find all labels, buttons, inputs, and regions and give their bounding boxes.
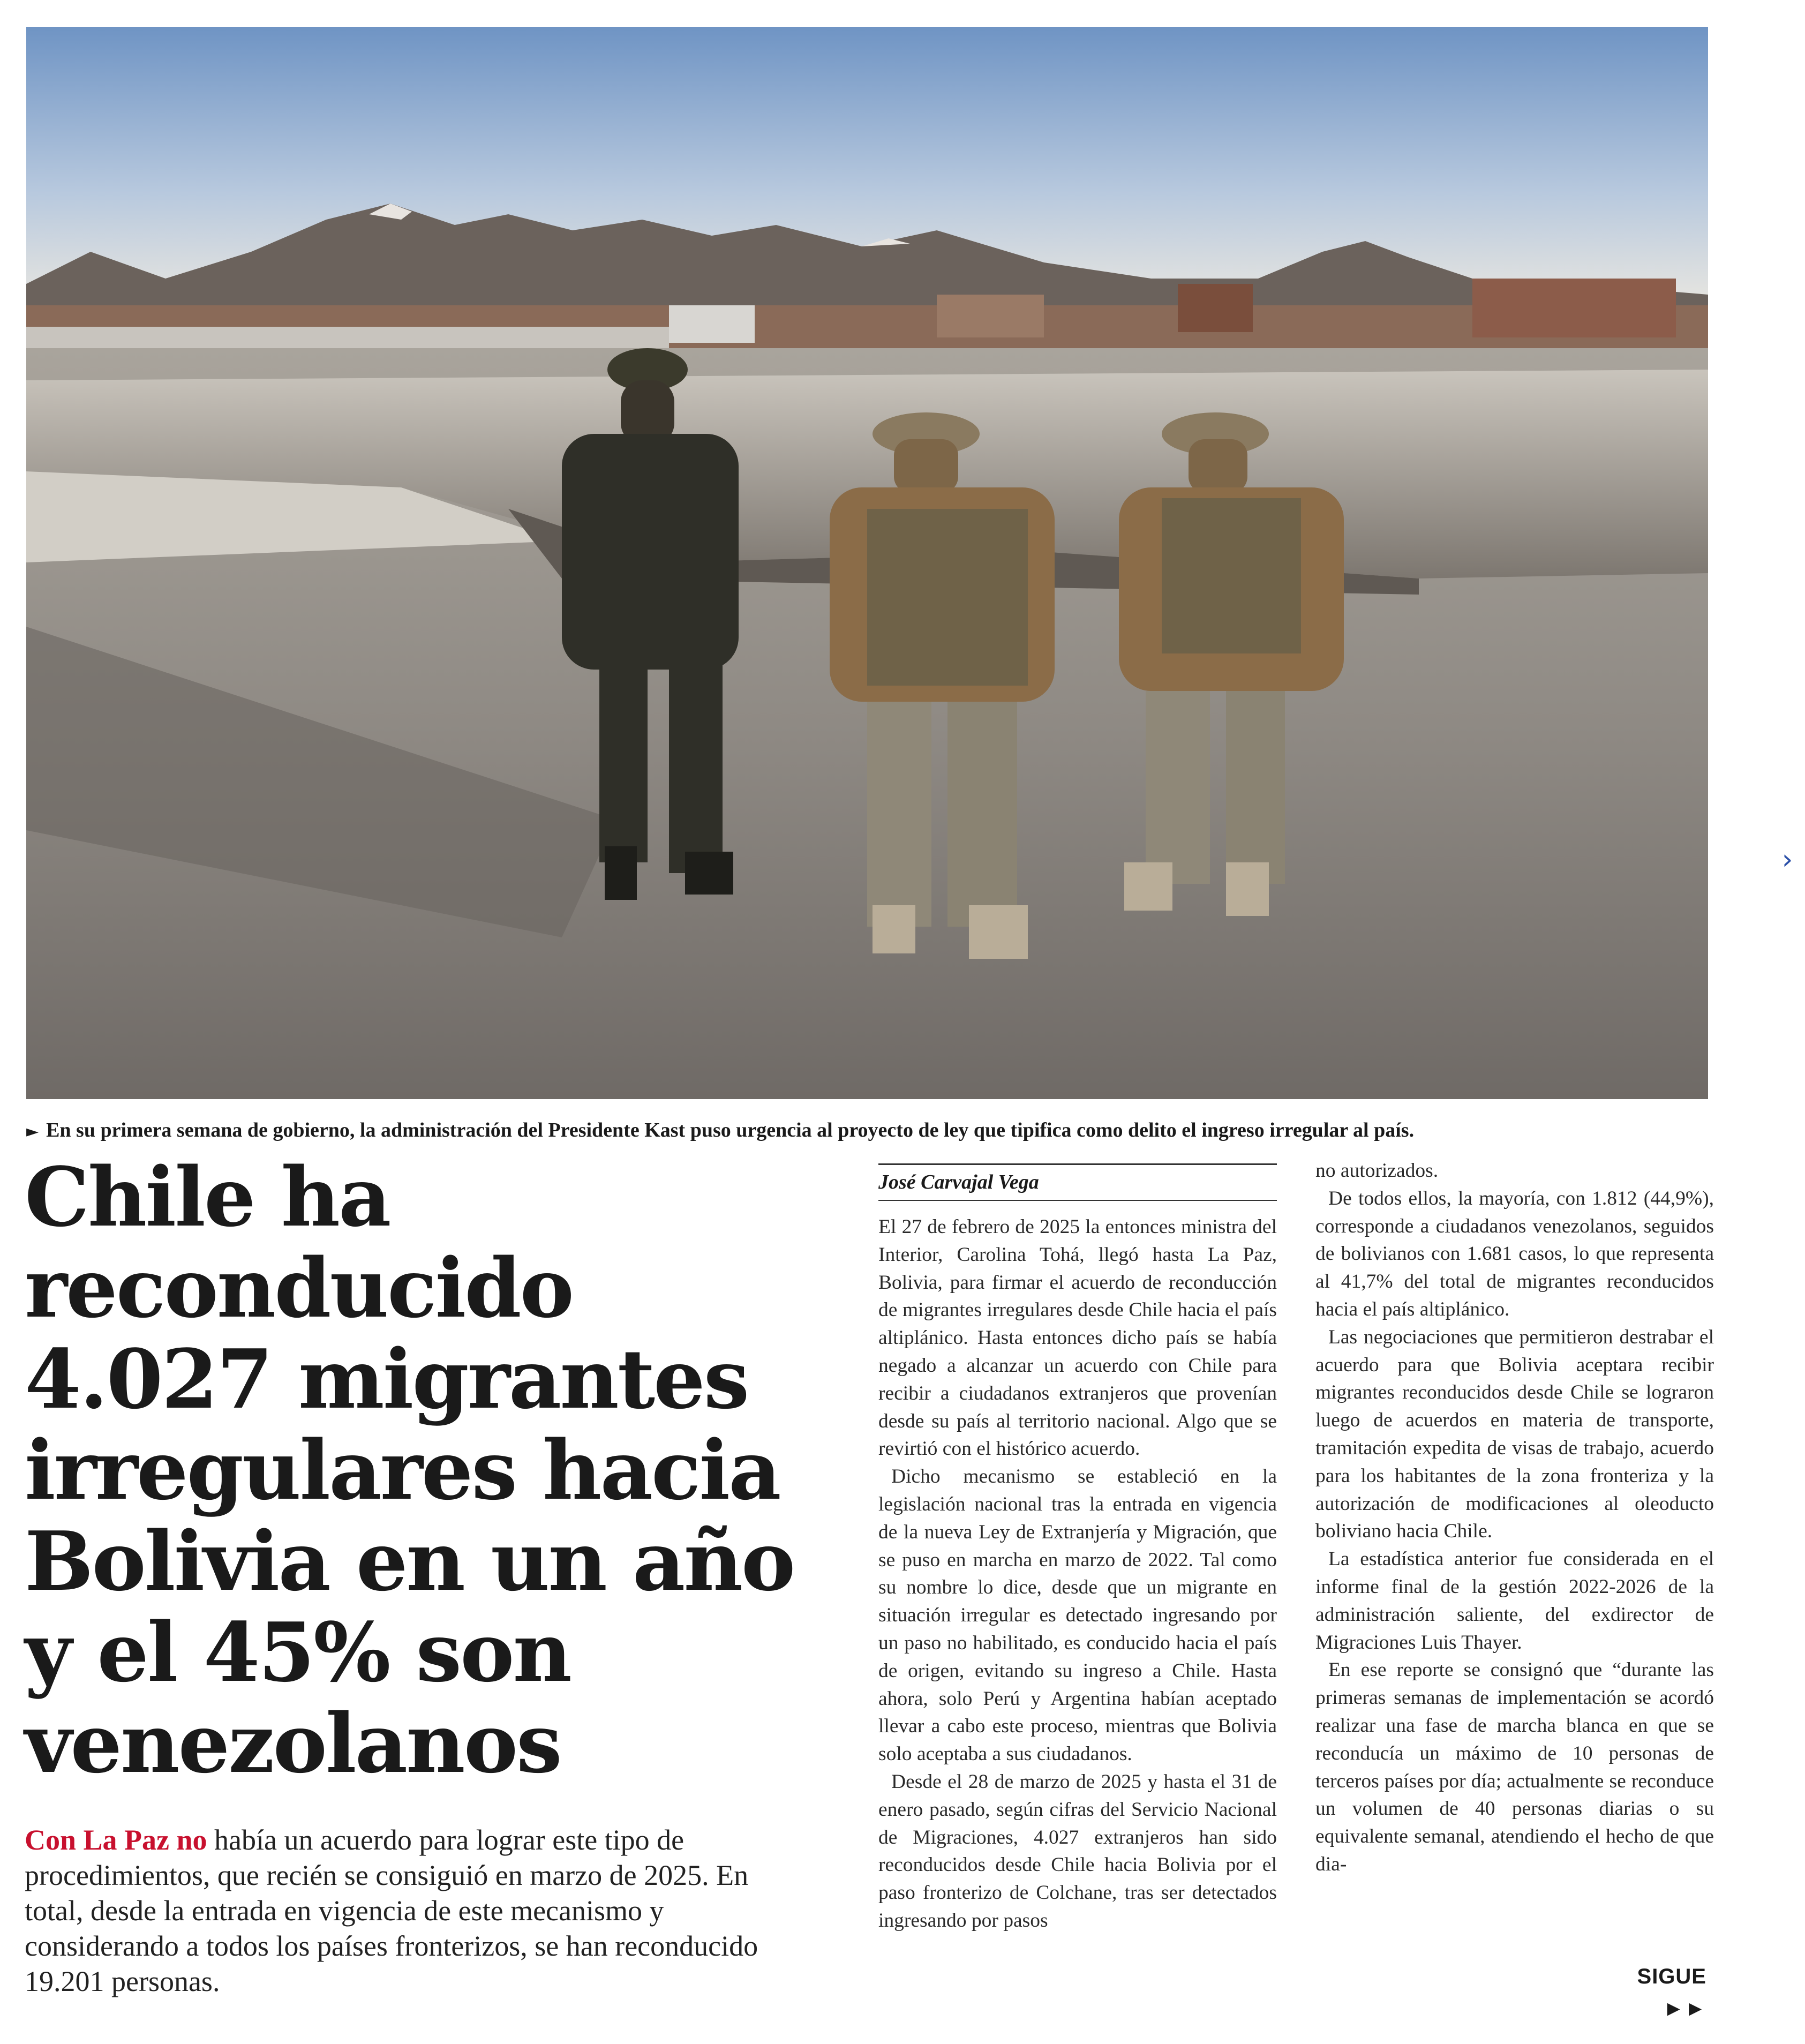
photo-caption — [26, 1116, 1708, 1148]
continue-link[interactable]: SIGUE ►► — [1637, 1965, 1706, 2020]
body-paragraph: En ese reporte se consignó que “durante las primeras semanas de implementación se acordó realizar una fase de marcha blanca en que se reconducía un máximo de 10 personas de terceros países por día; actualmente se reconduce un volumen de 40 personas diarias o su equivalente semanal, atendiendo el hecho de que dia- — [1315, 1659, 1714, 1875]
body-column-1 — [878, 1213, 1277, 1935]
body-paragraph: Dicho mecanismo se estableció en la legislación nacional tras la entrada en vigencia de la nueva Ley de Extranjería y Migración, que se puso en marcha en marzo de 2022. Tal como su nombre lo dice, desde que un migrante en situación irregular es detectado ingresando por un paso no habilitado, es conducido hacia el país de origen, evitando su ingreso a Chile. Hasta ahora, solo Perú y Argentina habían aceptado llevar a cabo este proceso, mientras que Bolivia solo aceptaba a sus ciudadanos. — [878, 1466, 1277, 1765]
byline: José Carvajal Vega — [878, 1163, 1277, 1201]
lead-kicker: Con La Paz no — [25, 1824, 207, 1856]
body-paragraph: El 27 de febrero de 2025 la entonces ministra del Interior, Carolina Tohá, llegó hasta La Paz, Bolivia, para firmar el acuerdo de reconducción de migrantes irregulares desde Chile hacia el país altiplánico. Hasta entonces dicho país se había negado a alcanzar un acuerdo con Chile para recibir a ciudadanos extranjeros que provenían desde su país al territorio nacional. Algo que se revirtió con el histórico acuerdo. — [878, 1216, 1277, 1460]
body-paragraph: Las negociaciones que permitieron destrabar el acuerdo para que Bolivia aceptara recibir migrantes reconducidos desde Chile se lograron luego de acuerdos en materia de transporte, tramitación expedita de visas de trabajo, acuerdo para los habitantes de la zona fronteriza y la autorización de modificaciones al oleoducto boliviano hacia Chile. — [1315, 1326, 1714, 1543]
headline: Chile ha reconducido 4.027 migrantes irregulares hacia Bolivia en un año y el 45% son venezolanos — [25, 1149, 794, 1791]
body-paragraph: Desde el 28 de marzo de 2025 y hasta el 31 de enero pasado, según cifras del Servicio Nacional de Migraciones, 4.027 extranjeros han sido reconducidos desde Chile hacia Bolivia por el paso fronterizo de Colchane, tras ser detectados ingresando por pasos — [878, 1770, 1277, 1932]
body-paragraph: no autorizados. — [1315, 1160, 1439, 1182]
lead-text: había un acuerdo para lograr este tipo de procedimientos, que recién se consiguió en marzo de 2025. En total, desde la entrada en vigencia de este mecanismo y considerando a todos los países fronterizos, se han reconducido 19.201 personas. — [25, 1824, 758, 1997]
body-paragraph: La estadística anterior fue considerada en el informe final de la gestión 2022-2026 de la administración saliente, del exdirector de Migraciones Luis Thayer. — [1315, 1548, 1714, 1654]
caption-marker-icon: ► — [26, 1122, 39, 1141]
next-page-chevron-icon[interactable]: › — [1781, 844, 1793, 876]
caption-text: En su primera semana de gobierno, la administración del Presidente Kast puso urgencia al proyecto de ley que tipifica como delito el ingreso irregular al país. — [46, 1119, 1415, 1141]
lead-paragraph — [25, 1822, 785, 1999]
border-patrol-photo — [26, 27, 1708, 1099]
body-column-2 — [1315, 1157, 1714, 1878]
body-paragraph: De todos ellos, la mayoría, con 1.812 (44,9%), corresponde a ciudadanos venezolanos, seguidos de bolivianos con 1.681 casos, lo que representa al 41,7% del total de migrantes reconducidos hacia el país altiplánico. — [1315, 1187, 1714, 1320]
news-photo — [26, 27, 1708, 1099]
